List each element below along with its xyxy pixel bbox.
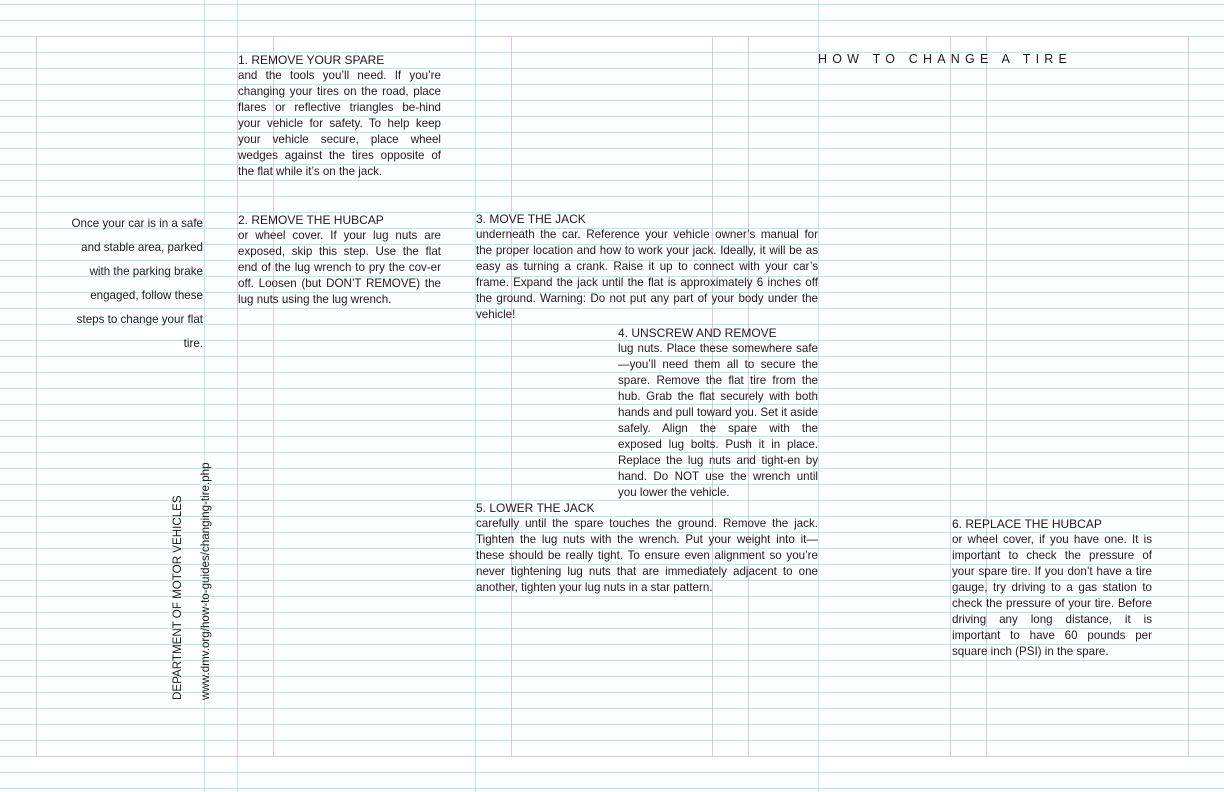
step-heading: 1. REMOVE YOUR SPARE xyxy=(238,53,385,67)
step-1 xyxy=(238,52,441,180)
step-3 xyxy=(476,211,818,323)
department-name: DEPARTMENT OF MOTOR VEHICLES xyxy=(171,495,184,700)
step-2 xyxy=(238,212,441,308)
source-url: www.dmv.org/how-to-guides/changing-tire.php xyxy=(199,462,212,700)
intro-text: Once your car is in a safe and stable area, parked with the parking brake engaged, follow these steps to change your flat tire. xyxy=(71,217,203,350)
step-heading: 4. UNSCREW AND REMOVE xyxy=(618,326,777,340)
step-heading: 3. MOVE THE JACK xyxy=(476,212,586,226)
step-6 xyxy=(952,516,1152,660)
step-body: or wheel cover. If your lug nuts are exposed, skip this step. Use the flat end of the lug wrench to pry the cov-er off. Loosen (but DON’T REMOVE) the lug nuts using the lug wrench. xyxy=(238,229,441,306)
step-5 xyxy=(476,500,818,596)
step-4 xyxy=(618,325,818,501)
step-body: and the tools you’ll need. If you’re changing your tires on the road, place flares or reflective triangles be-hind your vehicle for safety. To help keep your vehicle secure, place wheel wedges against the tires opposite of the flat while it’s on the jack. xyxy=(238,69,441,178)
step-heading: 6. REPLACE THE HUBCAP xyxy=(952,517,1102,531)
step-body: or wheel cover, if you have one. It is important to check the pressure of your spare tire. If you don’t have a tire gauge, try driving to a gas station to check the pressure of your tire. Before driving any long distance, it is important to have 60 pounds per square inch (PSI) in the spare. xyxy=(952,533,1152,658)
step-body: carefully until the spare touches the ground. Remove the jack. Tighten the lug nuts with the wrench. Put your weight into it—these should be really tight. To ensure even alignment so you’re never tightening lug nuts that are immediately adjacent to one another, tighten your lug nuts in a star pattern. xyxy=(476,517,818,594)
sidebar-credits xyxy=(164,462,220,700)
step-heading: 5. LOWER THE JACK xyxy=(476,501,595,515)
page-title: HOW TO CHANGE A TIRE xyxy=(818,52,1073,66)
step-body: lug nuts. Place these somewhere safe—you’ll need them all to secure the spare. Remove the flat tire from the hub. Grab the flat securely with both hands and pull toward you. Set it aside safely. Align the spare with the exposed lug bolts. Push it in place. Replace the lug nuts and tight-en by hand. Do NOT use the wrench until you lower the vehicle. xyxy=(618,342,818,499)
step-body: underneath the car. Reference your vehicle owner’s manual for the proper location and how to work your jack. Ideally, it will be as easy as turning a crank. Raise it up to connect with your car’s frame. Expand the jack until the flat is approximately 6 inches off the ground. Warning: Do not put any part of your body under the vehicle! xyxy=(476,228,818,321)
step-heading: 2. REMOVE THE HUBCAP xyxy=(238,213,384,227)
